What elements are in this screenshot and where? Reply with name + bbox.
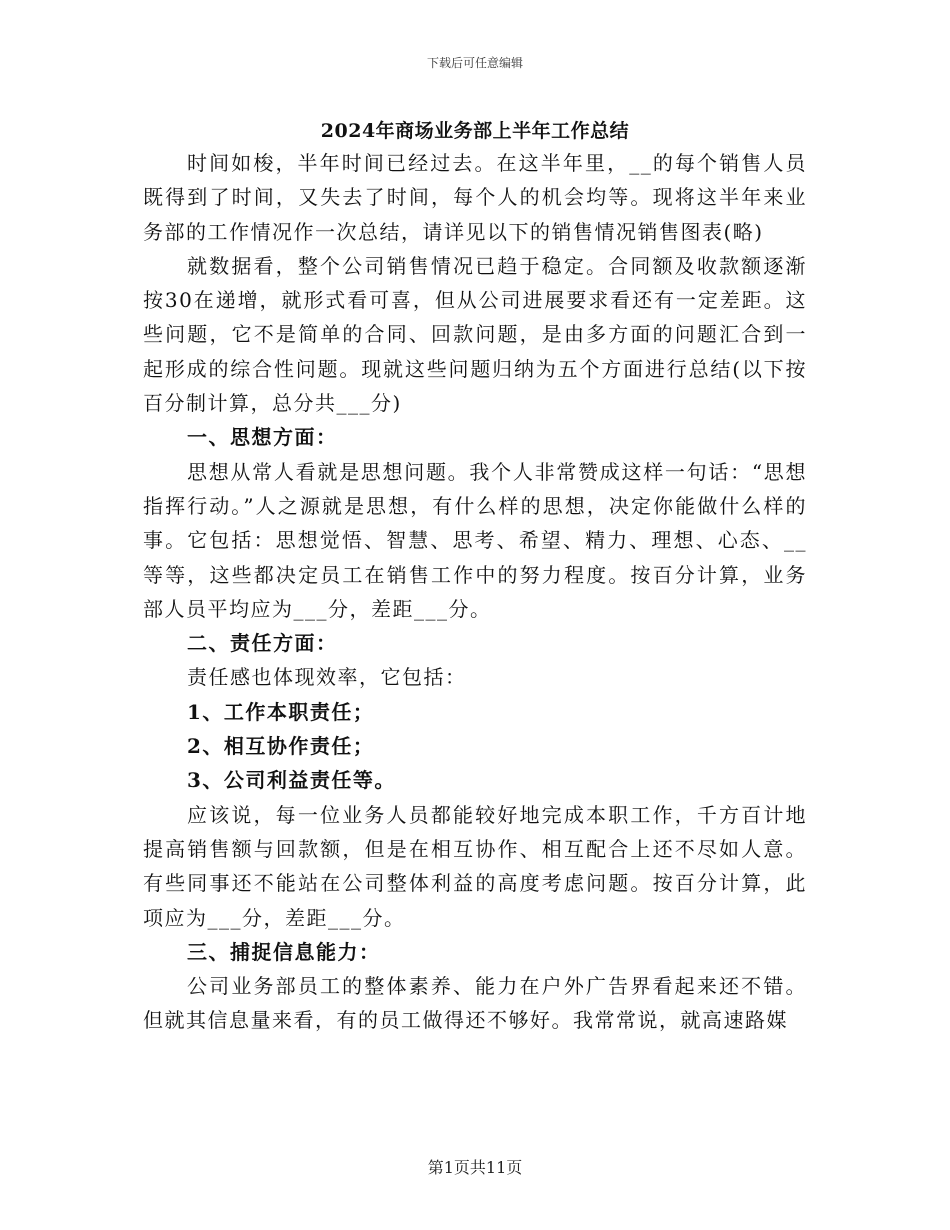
list-item-2: 2、相互协作责任； (187, 734, 375, 759)
paragraph-intro: 时间如梭，半年时间已经过去。在这半年里，__的每个销售人员既得到了时间，又失去了时间，每个人的机会均等。现将这半年来业务部的工作情况作一次总结，请详见以下的销售情况销售图表(略) (143, 151, 807, 244)
list-item-3: 3、公司利益责任等。 (187, 768, 396, 793)
section-heading-information: 三、捕捉信息能力： (187, 939, 381, 964)
paragraph-data-overview: 就数据看，整个公司销售情况已趋于稳定。合同额及收款额逐渐按30在递增，就形式看可喜，但从公司进展要求看还有一定差距。这些问题，它不是简单的合同、回款问题，是由多方面的问题汇合到一起形成的综合性问题。现就这些问题归纳为五个方面进行总结(以下按百分制计算，总分共___分) (143, 253, 807, 416)
paragraph-responsibility: 应该说，每一位业务人员都能较好地完成本职工作，千方百计地提高销售额与回款额，但是在相互协作、相互配合上还不尽如人意。有些同事还不能站在公司整体利益的高度考虑问题。按百分计算，此项应为___分，差距___分。 (143, 802, 807, 930)
header-note: 下载后可任意编辑 (426, 56, 523, 70)
list-item-1: 1、工作本职责任； (187, 699, 375, 724)
section-heading-thought: 一、思想方面： (187, 425, 338, 450)
document-title: 2024年商场业务部上半年工作总结 (320, 120, 630, 142)
paragraph-thought: 思想从常人看就是思想问题。我个人非常赞成这样一句话：“思想指挥行动。”人之源就是思想，有什么样的思想，决定你能做什么样的事。它包括：思想觉悟、智慧、思考、希望、精力、理想、心态、__等等，这些都决定员工在销售工作中的努力程度。按百分计算，业务部人员平均应为___分，差距___分。 (143, 459, 807, 621)
page-footer: 第1页共11页 (427, 1158, 523, 1177)
document-body (143, 146, 807, 1038)
paragraph-information: 公司业务部员工的整体素养、能力在户外广告界看起来还不错。但就其信息量来看，有的员工做得还不够好。我常常说，就高速路媒 (143, 974, 807, 1033)
section-heading-responsibility: 二、责任方面： (187, 631, 338, 656)
paragraph-responsibility-intro: 责任感也体现效率，它包括： (187, 665, 467, 690)
